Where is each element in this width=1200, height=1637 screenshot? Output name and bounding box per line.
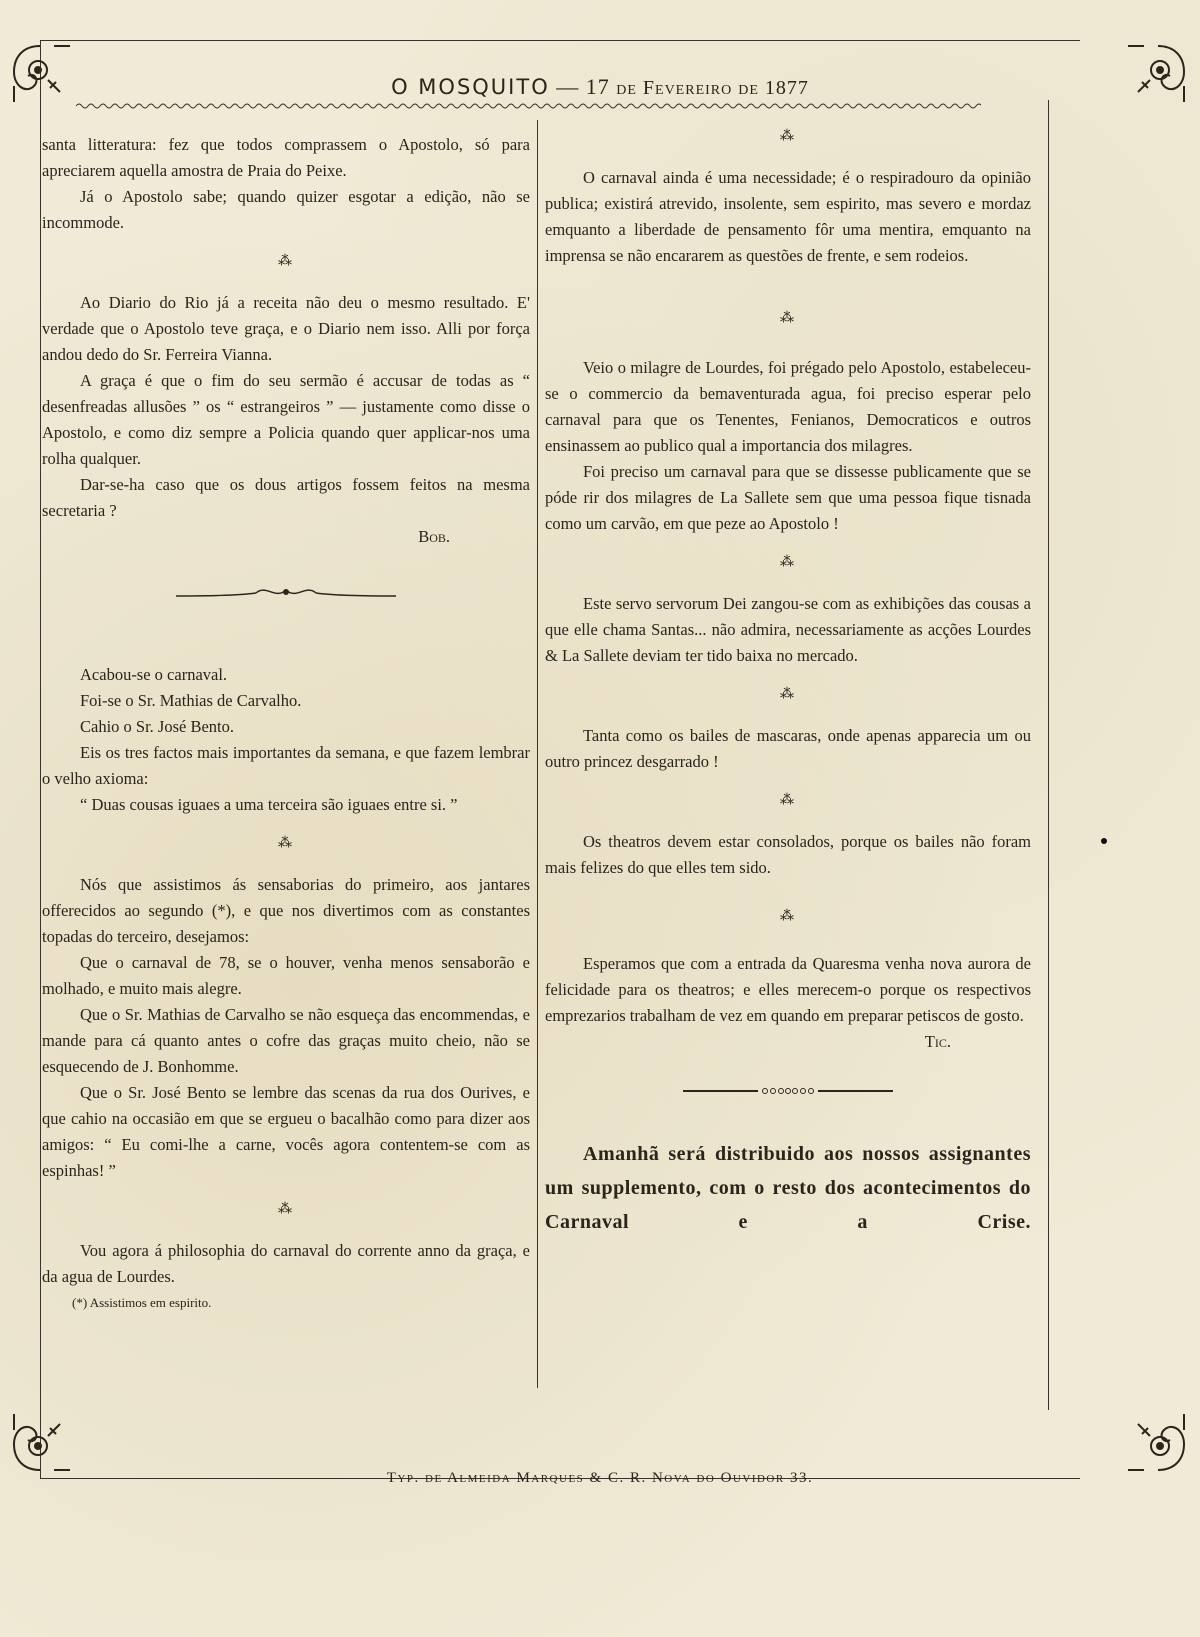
paragraph: Tanta como os bailes de mascaras, onde apenas apparecia um ou outro princez desgarrado ! [545, 726, 1031, 771]
asterism-icon: ⁂ [780, 555, 796, 570]
paragraph: Que o carnaval de 78, se o houver, venha menos sensaborão e molhado, e muito mais alegre. [42, 953, 530, 998]
paragraph: Ao Diario do Rio já a receita não deu o mesmo resultado. E' verdade que o Apostolo teve graça, e o Diario nem isso. Alli por força andou dedo do Sr. Ferreira Vianna. [42, 293, 530, 364]
paragraph: Cahio o Sr. José Bento. [80, 717, 235, 736]
wavy-rule-icon [76, 102, 981, 110]
flourish-divider-icon [176, 584, 396, 602]
paragraph: Foi-se o Sr. Mathias de Carvalho. [80, 691, 302, 710]
asterism-icon: ⁂ [278, 254, 294, 269]
date-text: de Fevereiro de 1877 [616, 77, 809, 99]
paragraph: Foi preciso um carnaval para que se dissesse publicamente que se póde rir dos milagres de La Sallete sem que uma pessoa fique tisnada como um carvão, em que peze ao Apostolo ! [545, 462, 1031, 533]
frame-rule-right [1048, 100, 1049, 1410]
paragraph: santa litteratura: fez que todos comprassem o Apostolo, só para apreciarem aquella amostra de Praia do Peixe. [42, 135, 530, 180]
paragraph: Dar-se-ha caso que os dous artigos fossem feitos na mesma secretaria ? [42, 475, 530, 520]
asterism-icon: ⁂ [780, 793, 796, 808]
paragraph: Os theatros devem estar consolados, porque os bailes não foram mais felizes do que elles tem sido. [545, 832, 1031, 877]
right-column [545, 129, 1031, 1239]
column-divider [537, 120, 538, 1388]
page-header [0, 74, 1200, 100]
masthead-title: O MOSQUITO [391, 75, 550, 99]
date-day: — 17 [556, 74, 610, 99]
paragraph: O carnaval ainda é uma necessidade; é o respiradouro da opinião publica; existirá atrevido, insolente, sem espirito, mas severo e mordaz emquanto a liberdade de pensamento fôr uma mentira, emquanto na imprensa se não encararem as questões de frente, e sem rodeios. [545, 168, 1031, 265]
paragraph: Que o Sr. José Bento se lembre das scenas da rua dos Ourives, e que cahio na occasião em que se ergueu o bacalhão como para dizer aos amigos: “ Eu comi-lhe a carne, vocês agora contentem-se com as espinhas! ” [42, 1083, 530, 1180]
printer-imprint: Typ. de Almeida Marques & C. R. Nova do Ouvidor 33. [386, 1470, 814, 1486]
signature: Tic. [924, 1032, 951, 1051]
paragraph: Este servo servorum Dei zangou-se com as exhibições das cousas a que elle chama Santas... não admira, necessariamente as acções Lourdes & La Sallete deviam ter tido baixa no mercado. [545, 594, 1031, 665]
left-column [42, 132, 530, 1316]
paragraph: “ Duas cousas iguaes a uma terceira são iguaes entre si. ” [80, 795, 458, 814]
flourish-divider-icon [683, 1085, 893, 1097]
asterism-icon: ⁂ [780, 909, 796, 924]
ink-spot [1101, 838, 1107, 844]
asterism-icon: ⁂ [780, 311, 796, 326]
asterism-icon: ⁂ [780, 687, 796, 702]
paragraph: A graça é que o fim do seu sermão é accusar de todas as “ desenfreadas allusões ” os “ estrangeiros ” — justamente como disse o Apostolo, e como diz sempre a Policia quando quer applicar-nos uma rolha qualquer. [42, 371, 530, 468]
paragraph: Esperamos que com a entrada da Quaresma venha nova aurora de felicidade para os theatros; e elles merecem-o porque os respectivos emprezarios trabalham de vez em quando em preparar petiscos de gosto. [545, 954, 1031, 1025]
paragraph: Já o Apostolo sabe; quando quizer esgotar a edição, não se incommode. [42, 187, 530, 232]
paragraph: Vou agora á philosophia do carnaval do corrente anno da graça, e da agua de Lourdes. [42, 1241, 530, 1286]
asterism-icon: ⁂ [780, 129, 796, 144]
paragraph: Eis os tres factos mais importantes da semana, e que fazem lembrar o velho axioma: [42, 743, 530, 788]
signature: Bob. [418, 527, 450, 546]
asterism-icon: ⁂ [278, 836, 294, 851]
paragraph: Acabou-se o carnaval. [80, 665, 228, 684]
frame-rule-top [40, 40, 1080, 41]
supplement-announcement: Amanhã será distribuido aos nossos assignantes um supplemento, com o resto dos acontecimentos do Carnaval e a Crise. [545, 1143, 1031, 1233]
paragraph: Que o Sr. Mathias de Carvalho se não esqueça das encommendas, e mande para cá quanto antes o cofre das graças muito cheio, não se esquecendo de J. Bonhomme. [42, 1005, 530, 1076]
paragraph: Nós que assistimos ás sensaborias do primeiro, aos jantares offerecidos ao segundo (*), e que nos divertimos com as constantes topadas do terceiro, desejamos: [42, 875, 530, 946]
paragraph: Veio o milagre de Lourdes, foi prégado pelo Apostolo, estabeleceu-se o commercio da bemaventurada agua, foi preciso esperar pelo carnaval para que os Tenentes, Fenianos, Democraticos e outros ensinassem ao publico qual a importancia dos milagres. [545, 358, 1031, 455]
asterism-icon: ⁂ [278, 1202, 294, 1217]
frame-rule-left [40, 40, 41, 1478]
footnote: (*) Assistimos em espirito. [72, 1295, 212, 1310]
